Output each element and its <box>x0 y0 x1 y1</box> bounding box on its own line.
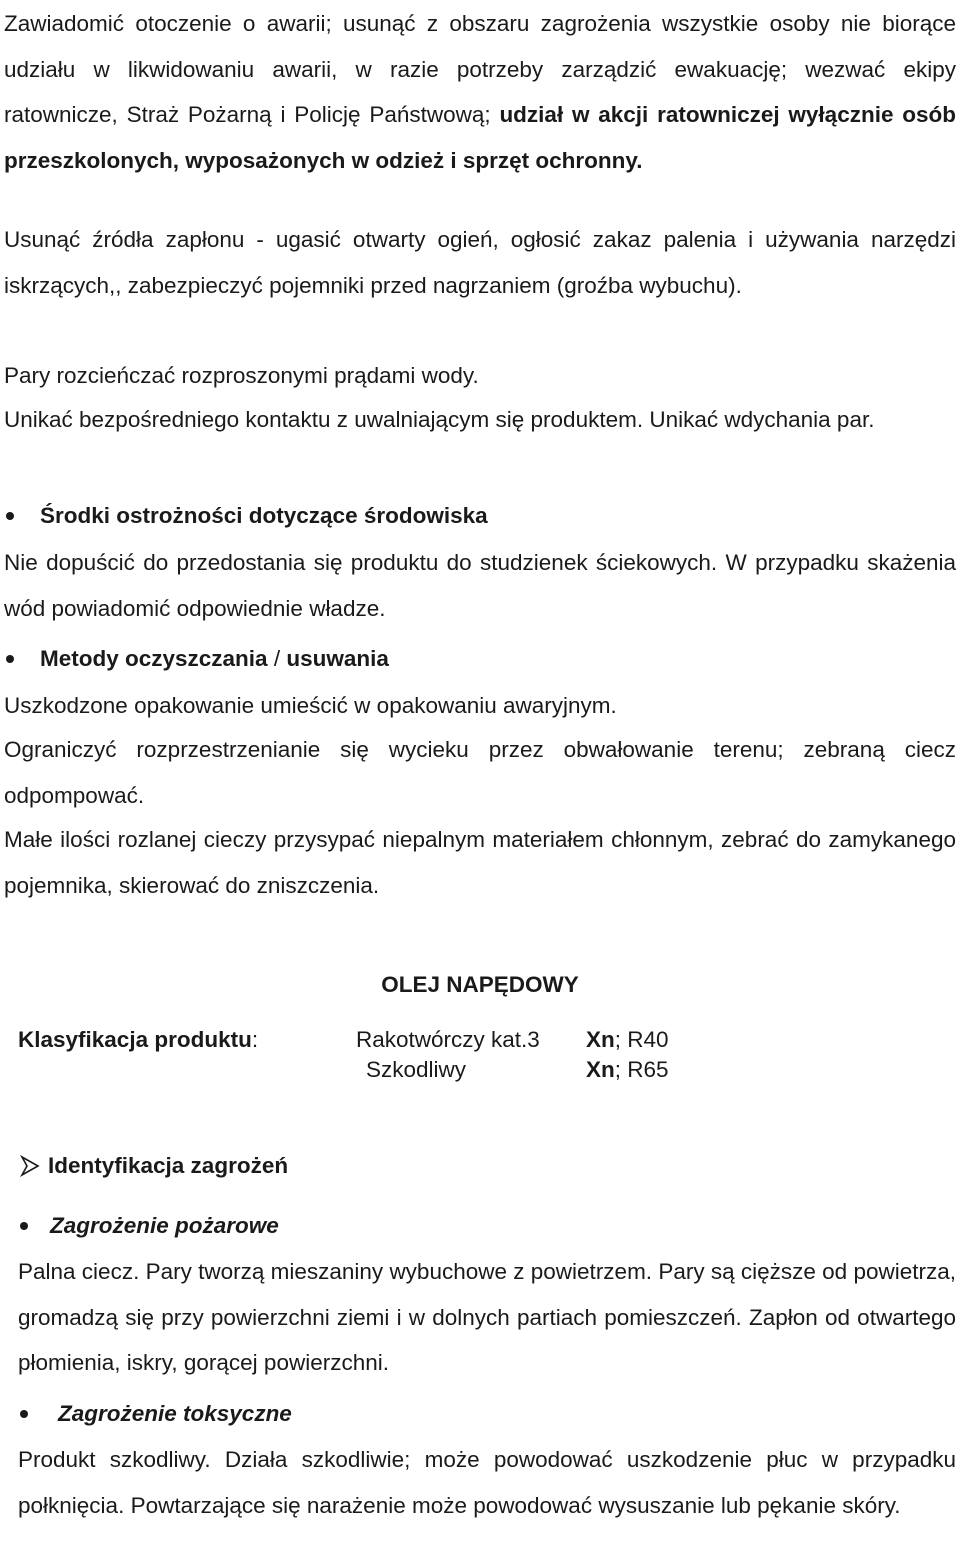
classification-name-carcinogenic: Rakotwórczy kat.3 <box>356 1027 540 1052</box>
hazard-symbol: Xn <box>586 1027 615 1052</box>
paragraph-vapors: Pary rozcieńczać rozproszonymi prądami wody. <box>4 363 479 388</box>
risk-phrase: ; R40 <box>614 1027 669 1052</box>
toxic-hazard-heading-row <box>0 1392 960 1436</box>
cleanup-heading-row <box>0 638 960 682</box>
paragraph-small-spills: Małe ilości rozlanej cieczy przysypać niepalnym materiałem chłonnym, zebrać do zamykanego pojemnika, skierować do zniszczenia. <box>4 827 956 898</box>
hazard-symbol: Xn <box>586 1057 615 1082</box>
paragraph-toxic-hazard: Produkt szkodliwy. Działa szkodliwie; może powodować uszkodzenie płuc w przypadku połknięcia. Powtarzające się narażenie może powodować wysuszanie lub pękanie skóry. <box>18 1447 956 1518</box>
risk-phrase: ; R65 <box>614 1057 669 1082</box>
cleanup-heading <box>40 646 389 672</box>
toxic-hazard-heading: Zagrożenie toksyczne <box>58 1401 292 1426</box>
paragraph-ignition-sources: Usunąć źródła zapłonu - ugasić otwarty ogień, ogłosić zakaz palenia i używania narzędzi iskrzących,, zabezpieczyć pojemniki przed nagrzaniem (groźba wybuchu). <box>4 227 956 298</box>
paragraph-text: Zawiadomić otoczenie o awarii; usunąć z obszaru zagrożenia wszystkie osoby nie biorące udziału w likwidowaniu awarii, w razie potrzeby zarządzić ewakuację; wezwać ekipy ratownicze, Straż Pożarną i Policję Państwową; <box>4 11 956 127</box>
paragraph-containment: Ograniczyć rozprzestrzenianie się wycieku przez obwałowanie terenu; zebraną ciecz odpompować. <box>4 737 956 808</box>
hazard-identification-heading: Identyfikacja zagrożeń <box>48 1153 289 1178</box>
bullet-dot-icon <box>6 512 14 520</box>
fire-hazard-heading: Zagrożenie pożarowe <box>50 1213 279 1238</box>
classification-label-colon: : <box>251 1027 259 1052</box>
classification-label-text: Klasyfikacja produktu <box>18 1027 252 1052</box>
paragraph-environment: Nie dopuścić do przedostania się produktu do studzienek ściekowych. W przypadku skażenia wód powiadomić odpowiednie władze. <box>4 550 956 621</box>
paragraph-fire-hazard: Palna ciecz. Pary tworzą mieszaniny wybuchowe z powietrzem. Pary są cięższe od powietrza, gromadzą się przy powierzchni ziemi i w dolnych partiach pomieszczeń. Zapłon od otwartego płomienia, iskry, gorącej powierzchni. <box>18 1259 956 1375</box>
classification-name-harmful: Szkodliwy <box>366 1057 467 1082</box>
paragraph-damaged-packaging: Uszkodzone opakowanie umieścić w opakowaniu awaryjnym. <box>4 693 617 718</box>
classification-code-carcinogenic <box>586 1027 669 1053</box>
paragraph-bold-text: udział w akcji ratowniczej wyłącznie osób przeszkolonych, wyposażonych w odzież i sprzęt ochronny. <box>4 102 956 173</box>
arrowhead-right-icon <box>20 1155 40 1177</box>
cleanup-heading-part1: Metody oczyszczania <box>40 646 274 671</box>
env-heading: Środki ostrożności dotyczące środowiska <box>40 503 488 528</box>
fire-hazard-heading-row <box>0 1204 960 1248</box>
cleanup-heading-separator: / <box>273 646 287 671</box>
paragraph-emergency-actions <box>4 1 956 183</box>
product-title: OLEJ NAPĘDOWY <box>381 972 579 997</box>
cleanup-heading-part2: usuwania <box>286 646 389 671</box>
paragraph-avoid-contact: Unikać bezpośredniego kontaktu z uwalniającym się produktem. Unikać wdychania par. <box>4 407 875 432</box>
bullet-dot-icon <box>6 655 14 663</box>
classification-label <box>18 1027 258 1053</box>
env-heading-row <box>0 495 960 539</box>
bullet-dot-icon <box>20 1222 28 1230</box>
bullet-dot-icon <box>20 1410 28 1418</box>
classification-code-harmful <box>586 1057 669 1083</box>
